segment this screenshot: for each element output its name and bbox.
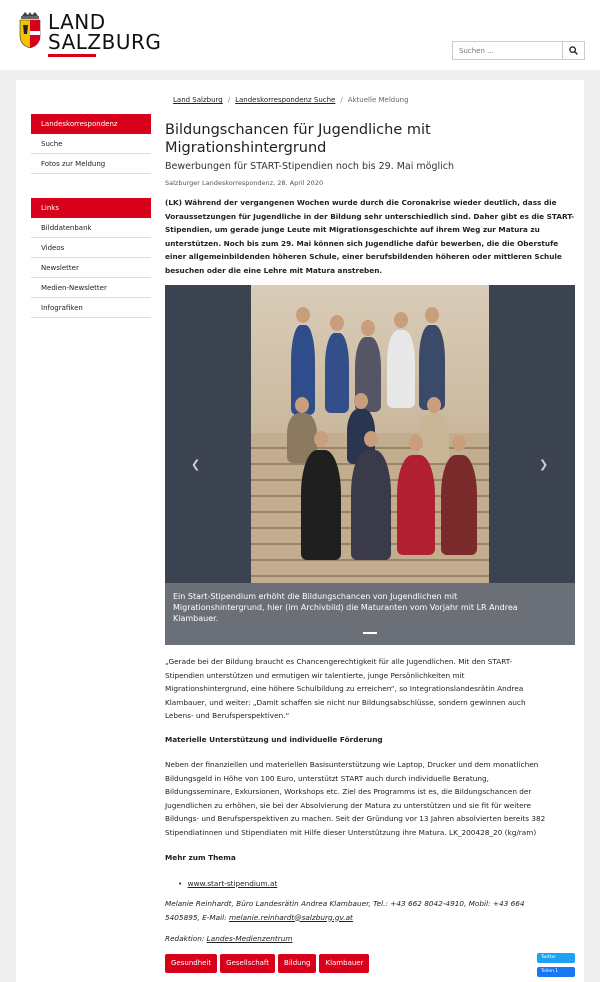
contact-info xyxy=(165,897,575,924)
bullet-icon: • xyxy=(178,879,183,888)
facebook-label: Teilen 1 xyxy=(541,969,559,974)
page-title-line: Migrationshintergrund xyxy=(165,140,327,156)
contact-line: 5405895, E-Mail: xyxy=(165,912,229,922)
section-line: Bildungsseminare, Exkursionen, Workshops etc. Ziel des Programms ist es, die Bildungschancen der xyxy=(165,787,532,796)
facebook-share-button[interactable] xyxy=(537,967,575,977)
caption-line: Ein Start-Stipendium erhöht die Bildungschancen von Jugendlichen mit xyxy=(173,592,458,601)
contact-email-link[interactable]: melanie.reinhardt@salzburg.gv.at xyxy=(228,912,353,922)
tag-list xyxy=(165,954,575,973)
sidebar-item-newsletter[interactable]: Newsletter xyxy=(31,258,151,278)
twitter-label: Twitter xyxy=(541,955,557,960)
sidebar-nav-primary xyxy=(31,114,151,174)
breadcrumb-land-salzburg[interactable]: Land Salzburg xyxy=(173,96,223,104)
tag-bildung[interactable]: Bildung xyxy=(278,954,316,973)
search-input[interactable] xyxy=(453,42,562,59)
section-line: Bildungsgeld in Höhe von 100 Euro, unterstützt START auch durch individuelle Beratung, xyxy=(165,773,489,783)
section-line: Jugendlichen zu erhöhen, sie bei der Absolvierung der Matura zu unterstützen und sie fit für weitere xyxy=(165,800,531,810)
site-header xyxy=(0,0,600,70)
redaktion xyxy=(165,932,575,946)
tag-gesundheit[interactable]: Gesundheit xyxy=(165,954,217,973)
lead-line: Voraussetzungen für Jugendliche in der Bildung sehr unterschiedlich sind. Daher gibt es die START- xyxy=(165,211,575,221)
search-box xyxy=(452,41,585,60)
breadcrumb-separator: / xyxy=(340,96,343,104)
salzburg-crest-icon[interactable] xyxy=(18,12,42,50)
logo-line-2: SALZBURG xyxy=(48,30,162,54)
search-button[interactable] xyxy=(562,42,584,59)
page-title-line: Bildungschancen für Jugendliche mit xyxy=(165,122,431,138)
sidebar-item-landeskorrespondenz[interactable]: Landeskorrespondenz xyxy=(31,114,151,134)
sidebar-nav-links xyxy=(31,198,151,318)
quote-line: Klambauer, und weiter: „Damit schaffen sie nicht nur Bildungsabschlüsse, sondern gewinnen auch xyxy=(165,697,526,707)
breadcrumb-separator: / xyxy=(227,96,231,104)
article-header xyxy=(165,121,575,187)
lead-line: Stipendien, um gerade junge Leute mit Migrationsgeschichte auf ihrem Weg zur Matura zu xyxy=(165,225,540,234)
sidebar-item-bilddatenbank[interactable]: Bilddatenbank xyxy=(31,218,151,238)
caption-line: Klambauer. xyxy=(173,614,219,623)
page-title xyxy=(165,121,575,157)
sidebar-item-videos[interactable]: Videos xyxy=(31,238,151,258)
breadcrumb xyxy=(173,96,409,104)
tag-klambauer[interactable]: Klambauer xyxy=(319,954,369,973)
sidebar-item-links[interactable]: Links xyxy=(31,198,151,218)
image-caption xyxy=(165,583,575,645)
more-heading: Mehr zum Thema xyxy=(165,853,236,862)
breadcrumb-current: Aktuelle Meldung xyxy=(347,96,409,104)
quote-line: Lebens- und Berufsperspektiven.“ xyxy=(165,711,290,720)
logo-underline xyxy=(48,54,96,57)
sidebar-item-infografiken[interactable]: Infografiken xyxy=(31,298,151,318)
article-quote xyxy=(165,655,575,723)
section-body xyxy=(165,758,575,839)
quote-line: Stipendien unterstützen und ermutigen wir talentierte, junge Persönlichkeiten mit xyxy=(165,670,465,680)
twitter-share-button[interactable] xyxy=(537,953,575,963)
logo-line-1: LAND xyxy=(48,10,106,34)
start-stipendium-link[interactable]: www.start-stipendium.at xyxy=(187,879,278,888)
section-line: Bildungs- und Berufsperspektiven zu machen. Seit der Gründung vor 13 Jahren absolvierten bereits 382 xyxy=(165,814,546,823)
sidebar-item-suche[interactable]: Suche xyxy=(31,134,151,154)
slider-indicator[interactable] xyxy=(363,632,377,634)
quote-line: „Gerade bei der Bildung braucht es Chancengerechtigkeit für alle Jugendlichen. Mit den START- xyxy=(165,657,513,666)
redaktion-link[interactable]: Landes-Medienzentrum xyxy=(206,934,293,943)
lead-line: unterstützen. Noch bis zum 29. Mai können sich Jugendliche dafür bewerben, die die Oberstufe xyxy=(165,238,559,248)
caption-line: Migrationshintergrund, hier (im Archivbild) die Maturanten vom Vorjahr mit LR Andrea xyxy=(173,603,518,612)
lead-line: einer allgemeinbildenden höheren Schule, einer berufsbildenden höheren oder mittleren Schule xyxy=(165,252,562,261)
sidebar-item-medien-newsletter[interactable]: Medien-Newsletter xyxy=(31,278,151,298)
breadcrumb-landeskorrespondenz-suche[interactable]: Landeskorrespondenz Suche xyxy=(235,96,336,104)
section-line: Stipendiatinnen und Stipendiaten mit Hilfe dieser Unterstützung ihre Matura. LK_200428_20 (kg/ram) xyxy=(165,827,537,837)
article-subtitle: Bewerbungen für START-Stipendien noch bis 29. Mai möglich xyxy=(165,161,455,172)
image-slider[interactable] xyxy=(165,285,575,645)
tag-gesellschaft[interactable]: Gesellschaft xyxy=(220,954,275,973)
lead-line: (LK) Während der vergangenen Wochen wurde durch die Coronakrise wieder deutlich, dass die xyxy=(165,198,557,207)
slider-next-icon[interactable]: ❯ xyxy=(539,458,549,471)
more-list xyxy=(178,877,558,891)
site-logo-text[interactable] xyxy=(48,12,161,52)
slider-prev-icon[interactable]: ❮ xyxy=(191,458,201,471)
section-heading: Materielle Unterstützung und individuelle Förderung xyxy=(165,735,383,744)
sidebar-item-fotos[interactable]: Fotos zur Meldung xyxy=(31,154,151,174)
lead-line: besuchen oder die eine Lehre mit Matura anstreben. xyxy=(165,265,383,275)
group-photo xyxy=(251,285,489,583)
search-icon xyxy=(569,46,578,55)
section-line: Neben der finanziellen und materiellen Basisunterstützung wie Laptop, Drucker und dem monatlichen xyxy=(165,760,539,769)
redaktion-label: Redaktion: xyxy=(165,934,207,943)
article-meta: Salzburger Landeskorrespondenz, 28. April 2020 xyxy=(165,179,324,187)
article-lead xyxy=(165,196,575,277)
quote-line: Migrationshintergrund, eine höhere Schulbildung zu erreichen“, so Integrationslandesrätin Andrea xyxy=(165,684,524,693)
contact-line: Melanie Reinhardt, Büro Landesrätin Andrea Klambauer, Tel.: +43 662 8042-4910, Mobil: +43 664 xyxy=(165,899,525,908)
